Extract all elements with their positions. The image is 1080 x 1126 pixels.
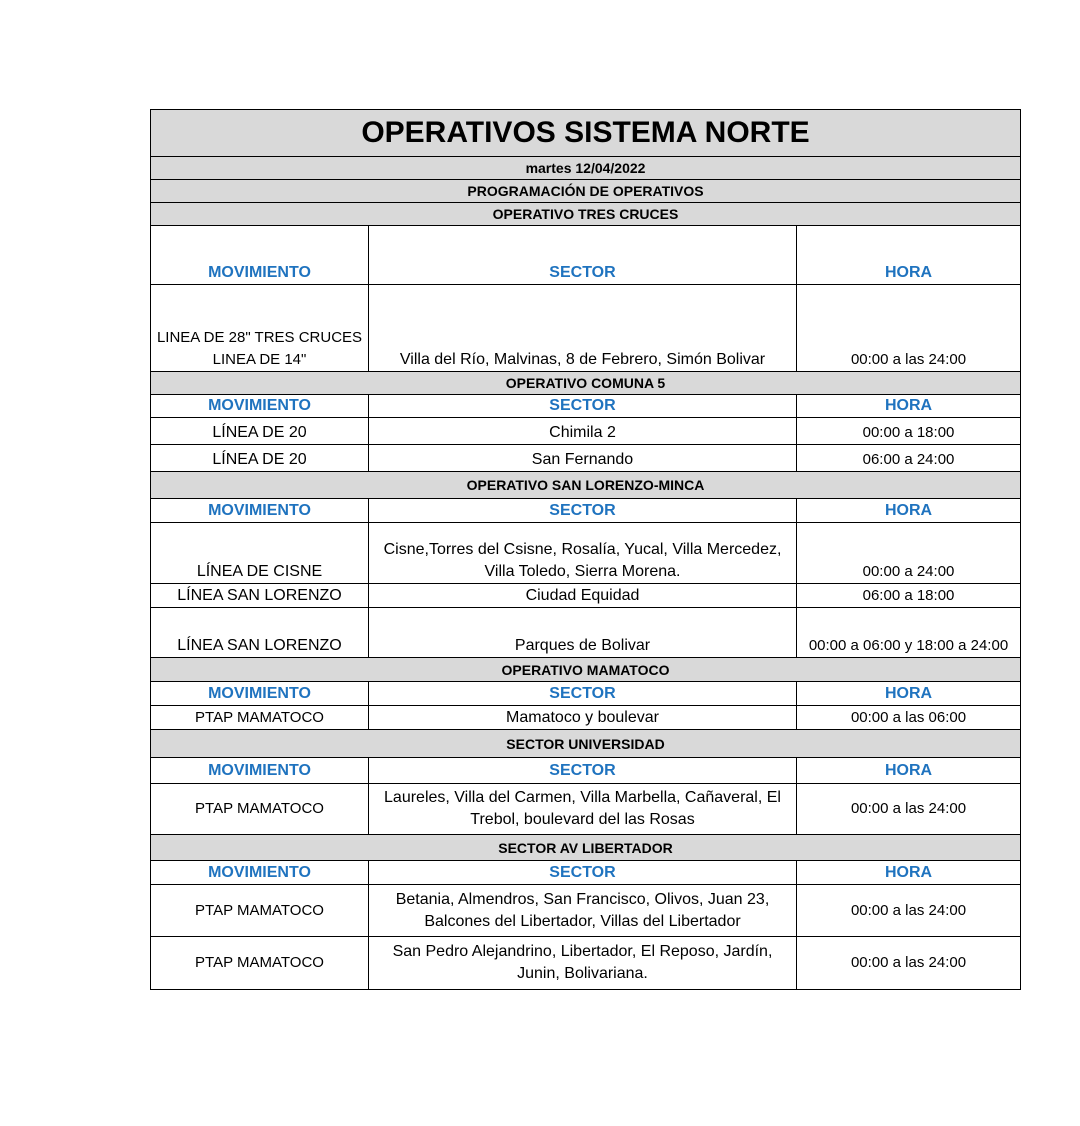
- table-row: [151, 285, 1021, 372]
- header-movimiento: MOVIMIENTO: [151, 861, 369, 885]
- sector-cell: San Fernando: [369, 445, 797, 472]
- section-title: OPERATIVO COMUNA 5: [151, 372, 1021, 395]
- header-sector: SECTOR: [369, 758, 797, 784]
- movimiento-cell: LÍNEA DE CISNE: [151, 523, 369, 584]
- table-row: [151, 608, 1021, 658]
- sector-cell: San Pedro Alejandrino, Libertador, El Reposo, Jardín, Junin, Bolivariana.: [369, 937, 797, 990]
- header-sector: SECTOR: [369, 682, 797, 706]
- movimiento-cell: LÍNEA SAN LORENZO: [151, 608, 369, 658]
- header-movimiento: MOVIMIENTO: [151, 682, 369, 706]
- sector-cell: Cisne,Torres del Csisne, Rosalía, Yucal, Villa Mercedez, Villa Toledo, Sierra Morena.: [369, 523, 797, 584]
- header-hora: HORA: [797, 395, 1021, 418]
- hora-cell: 00:00 a las 24:00: [797, 285, 1021, 372]
- section-title: SECTOR AV LIBERTADOR: [151, 835, 1021, 861]
- header-hora: HORA: [797, 682, 1021, 706]
- hora-cell: 00:00 a las 24:00: [797, 937, 1021, 990]
- table-row: [151, 523, 1021, 584]
- date-label: martes 12/04/2022: [151, 157, 1021, 180]
- header-movimiento: MOVIMIENTO: [151, 395, 369, 418]
- header-movimiento: MOVIMIENTO: [151, 758, 369, 784]
- page-title: OPERATIVOS SISTEMA NORTE: [151, 110, 1021, 157]
- header-sector: SECTOR: [369, 499, 797, 523]
- table-row: [151, 885, 1021, 937]
- programacion-label: PROGRAMACIÓN DE OPERATIVOS: [151, 180, 1021, 203]
- hora-cell: 00:00 a 06:00 y 18:00 a 24:00: [797, 608, 1021, 658]
- movimiento-cell: PTAP MAMATOCO: [151, 784, 369, 835]
- header-sector: SECTOR: [369, 395, 797, 418]
- hora-cell: 06:00 a 24:00: [797, 445, 1021, 472]
- header-hora: HORA: [797, 758, 1021, 784]
- movimiento-cell: PTAP MAMATOCO: [151, 937, 369, 990]
- movimiento-cell: LÍNEA DE 20: [151, 418, 369, 445]
- sector-cell: Parques de Bolivar: [369, 608, 797, 658]
- hora-cell: 00:00 a las 24:00: [797, 885, 1021, 937]
- section-title: OPERATIVO SAN LORENZO-MINCA: [151, 472, 1021, 499]
- table-row: [151, 784, 1021, 835]
- movimiento-cell: LINEA DE 28" TRES CRUCES LINEA DE 14": [151, 285, 369, 372]
- hora-cell: 00:00 a las 06:00: [797, 706, 1021, 730]
- sector-cell: Laureles, Villa del Carmen, Villa Marbella, Cañaveral, El Trebol, boulevard del las Rosas: [369, 784, 797, 835]
- operativos-table: [150, 109, 1021, 990]
- hora-cell: 00:00 a las 24:00: [797, 784, 1021, 835]
- sector-cell: Ciudad Equidad: [369, 584, 797, 608]
- section-title: OPERATIVO MAMATOCO: [151, 658, 1021, 682]
- table-row: [151, 584, 1021, 608]
- section-title: SECTOR UNIVERSIDAD: [151, 730, 1021, 758]
- hora-cell: 00:00 a 18:00: [797, 418, 1021, 445]
- header-hora: HORA: [797, 226, 1021, 285]
- sector-cell: Mamatoco y boulevar: [369, 706, 797, 730]
- header-movimiento: MOVIMIENTO: [151, 499, 369, 523]
- section-title: OPERATIVO TRES CRUCES: [151, 203, 1021, 226]
- table-row: [151, 418, 1021, 445]
- header-hora: HORA: [797, 499, 1021, 523]
- table-row: [151, 445, 1021, 472]
- header-hora: HORA: [797, 861, 1021, 885]
- movimiento-cell: LÍNEA SAN LORENZO: [151, 584, 369, 608]
- header-movimiento: MOVIMIENTO: [151, 226, 369, 285]
- header-sector: SECTOR: [369, 861, 797, 885]
- table-row: [151, 706, 1021, 730]
- movimiento-cell: PTAP MAMATOCO: [151, 706, 369, 730]
- movimiento-cell: PTAP MAMATOCO: [151, 885, 369, 937]
- table-row: [151, 937, 1021, 990]
- sector-cell: Villa del Río, Malvinas, 8 de Febrero, Simón Bolivar: [369, 285, 797, 372]
- sector-cell: Chimila 2: [369, 418, 797, 445]
- sector-cell: Betania, Almendros, San Francisco, Olivos, Juan 23, Balcones del Libertador, Villas del Libertador: [369, 885, 797, 937]
- hora-cell: 00:00 a 24:00: [797, 523, 1021, 584]
- header-sector: SECTOR: [369, 226, 797, 285]
- hora-cell: 06:00 a 18:00: [797, 584, 1021, 608]
- movimiento-cell: LÍNEA DE 20: [151, 445, 369, 472]
